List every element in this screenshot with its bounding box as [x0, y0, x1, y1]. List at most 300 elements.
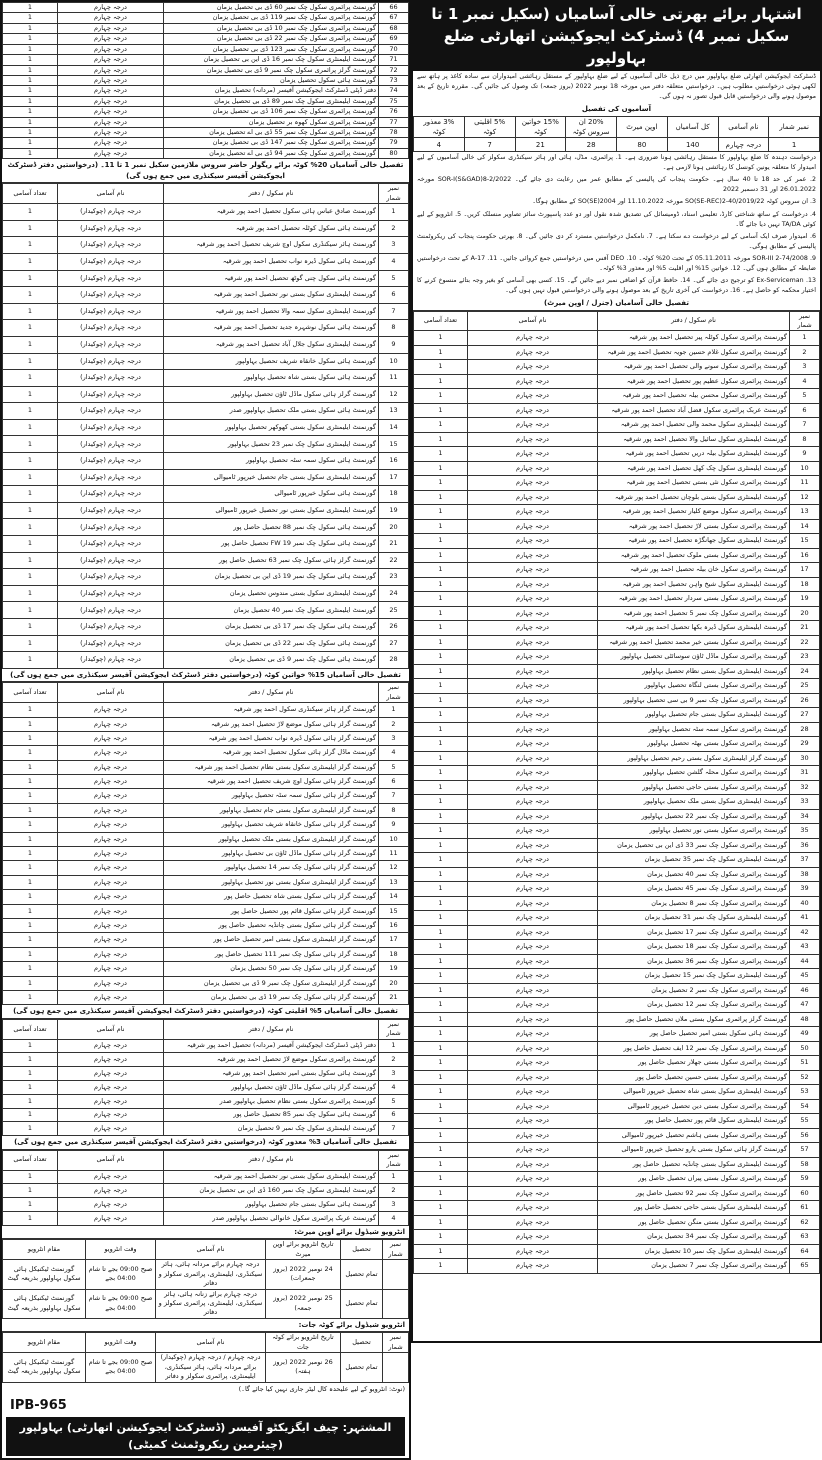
- row-number: 3: [379, 1067, 409, 1081]
- school-name: گورنمنٹ پرائمری سکول چک نمبر 5 تحصیل احمد پور شرقیہ: [598, 606, 790, 621]
- table-row: [414, 1259, 820, 1274]
- school-name: گورنمنٹ ایلیمنٹری سکول بستی کھوکھر تحصیل بہاولپور: [164, 419, 379, 436]
- post-name: درجہ چہارم (چوکیدار): [58, 386, 164, 403]
- header-row: [414, 116, 820, 137]
- post-name: درجہ چہارم: [468, 679, 598, 694]
- table-row: [3, 585, 409, 602]
- post-count: 1: [414, 1085, 468, 1100]
- right-column: [411, 0, 822, 1343]
- row-number: 1: [379, 703, 409, 717]
- post-name: درجہ چہارم: [468, 940, 598, 955]
- row-number: 18: [790, 577, 820, 592]
- summary-cell: 140: [667, 138, 718, 152]
- school-name: گورنمنٹ پرائمری سکول چک نمبر 147 ڈی بی تحصیل یزمان: [164, 138, 379, 148]
- post-count: 1: [414, 447, 468, 462]
- row-number: 16: [379, 453, 409, 470]
- school-name: گورنمنٹ پرائمری سکول بستی نور تحصیل بہاولپور: [598, 824, 790, 839]
- table-row: [3, 1094, 409, 1108]
- post-count: 1: [414, 969, 468, 984]
- row-number: 58: [790, 1157, 820, 1172]
- row-number: 63: [790, 1230, 820, 1245]
- row-number: 57: [790, 1143, 820, 1158]
- post-name: درجہ چہارم: [468, 592, 598, 607]
- post-count: 1: [3, 65, 58, 75]
- table-row: [3, 832, 409, 846]
- table-row: [414, 418, 820, 433]
- post-count: 1: [3, 270, 58, 287]
- table-row: [3, 65, 409, 75]
- post-name: درجہ چہارم: [58, 1170, 164, 1184]
- post-count: 1: [414, 374, 468, 389]
- post-count: 1: [3, 890, 58, 904]
- post-name: درجہ چہارم: [58, 933, 164, 947]
- table-row: [414, 896, 820, 911]
- post-count: 1: [3, 847, 58, 861]
- school-name: گورنمنٹ گرلز ہائی سکول ڈیرہ نواب تحصیل احمد پور شرقیہ: [164, 731, 379, 745]
- row-number: 75: [379, 96, 409, 106]
- row-number: 7: [379, 1122, 409, 1136]
- table-row: [414, 1143, 820, 1158]
- post-count: 1: [3, 436, 58, 453]
- post-count: 1: [3, 585, 58, 602]
- school-name: گورنمنٹ پرائمری سکول چک نمبر 45 تحصیل یزمان: [598, 882, 790, 897]
- quota-20-table: [2, 183, 409, 668]
- row-number: 7: [379, 303, 409, 320]
- school-name: گورنمنٹ ہائی سکول چک نمبر 22 ڈی بی تحصیل یزمان: [164, 635, 379, 652]
- table-row: [414, 679, 820, 694]
- header-row: [3, 1019, 409, 1039]
- post-name: درجہ چہارم: [58, 919, 164, 933]
- school-name: گورنمنٹ گرلز ہائی سکول چک نمبر 111 تحصیل حاصل پور: [164, 947, 379, 961]
- row-number: 29: [790, 737, 820, 752]
- table-row: [3, 303, 409, 320]
- summary-cell: 28: [566, 138, 617, 152]
- school-name: گورنمنٹ ایلیمنٹری سکول بیلہ دریں تحصیل احمد پور شرقیہ: [598, 447, 790, 462]
- post-count: 1: [3, 3, 58, 13]
- row-number: 23: [379, 569, 409, 586]
- school-name: گورنمنٹ پرائمری سکول محسن بیلہ تحصیل احمد پور شرقیہ: [598, 389, 790, 404]
- post-count: 1: [414, 563, 468, 578]
- row-number: 18: [379, 486, 409, 503]
- school-name: گورنمنٹ ایلیمنٹری سکول محمد والی تحصیل احمد پور شرقیہ: [598, 418, 790, 433]
- post-count: 1: [3, 370, 58, 387]
- row-number: 5: [379, 1094, 409, 1108]
- post-count: 1: [3, 602, 58, 619]
- post-count: 1: [414, 650, 468, 665]
- table-row: [414, 954, 820, 969]
- table-row: [414, 563, 820, 578]
- table-row: [3, 519, 409, 536]
- table-row: [414, 490, 820, 505]
- post-count: 1: [3, 861, 58, 875]
- school-name: گورنمنٹ عربک پرائمری سکول خانوالی تحصیل بہاولپور صدر: [164, 1212, 379, 1226]
- post-name: درجہ چہارم: [468, 751, 598, 766]
- school-name: گورنمنٹ ایلیمنٹری سکول چک نمبر 10 تحصیل یزمان: [598, 1244, 790, 1259]
- row-number: 64: [790, 1244, 820, 1259]
- post-count: 1: [414, 940, 468, 955]
- table-row: [3, 453, 409, 470]
- interview-date: 24 نومبر 2022 (بروز جمعرات): [266, 1260, 341, 1289]
- post-count: 1: [3, 536, 58, 553]
- post-name: درجہ چہارم: [468, 621, 598, 636]
- interview-venue: گورنمنٹ ٹیکنیکل ہائی سکول بہاولپور بذریعہ گیٹ: [3, 1260, 86, 1289]
- summary-caption: آسامیوں کی تفصیل: [581, 105, 652, 114]
- school-name: گورنمنٹ ایلیمنٹری سکول بستی نور تحصیل احمد پور شرقیہ: [164, 1170, 379, 1184]
- row-number: 10: [790, 461, 820, 476]
- table-row: [414, 940, 820, 955]
- post-name: درجہ چہارم (چوکیدار): [58, 436, 164, 453]
- table-row: [3, 320, 409, 337]
- column-header: نام سکول / دفتر: [164, 1150, 379, 1170]
- table-row: [3, 386, 409, 403]
- row-number: 70: [379, 44, 409, 54]
- row-number: 1: [379, 1039, 409, 1053]
- table-row: [3, 703, 409, 717]
- post-name: درجہ چہارم: [468, 838, 598, 853]
- row-number: 6: [790, 403, 820, 418]
- table-row: [3, 818, 409, 832]
- column-header: نمبر شمار: [379, 184, 409, 204]
- condition-paragraph: 13. Ex-Serviceman کو ترجیح دی جائے گی۔ 14. حافظ قرآن کو اضافی نمبر دیے جائیں گے۔ 15. کسی بھی آسامی کو بغیر وجہ بتائے منسوخ کرنے کا اختیار محکمہ کو حاصل ہے۔ 16. درخواست کی آخری تاریخ کے بعد موصول ہونے والی درخواستیں قبول نہیں ہوں گی۔: [417, 276, 816, 294]
- table-row: [3, 469, 409, 486]
- post-count: 1: [414, 1027, 468, 1042]
- post-count: 1: [414, 1099, 468, 1114]
- row-number: 51: [790, 1056, 820, 1071]
- school-name: گورنمنٹ پرائمری سکول کوٹلہ پیر تحصیل احمد پور شرقیہ: [598, 331, 790, 346]
- post-name: درجہ چہارم: [468, 983, 598, 998]
- row-number: 47: [790, 998, 820, 1013]
- school-name: گورنمنٹ گرلز ایلیمنٹری سکول بستی نظام تحصیل احمد پور شرقیہ: [164, 760, 379, 774]
- row-number: 46: [790, 983, 820, 998]
- school-name: گورنمنٹ پرائمری سکول بستی ہاشم تحصیل خیرپور ٹامیوالی: [598, 1128, 790, 1143]
- row-number: 14: [379, 419, 409, 436]
- post-count: 1: [3, 1094, 58, 1108]
- row-number: 10: [379, 832, 409, 846]
- post-count: 1: [3, 353, 58, 370]
- summary-table: [413, 116, 820, 152]
- post-count: 1: [414, 708, 468, 723]
- table-row: [3, 890, 409, 904]
- post-count: 1: [414, 1128, 468, 1143]
- table-row: [3, 933, 409, 947]
- school-name: گورنمنٹ گرلز پرائمری سکول چک نمبر 9 ڈی بی تحصیل یزمان: [164, 65, 379, 75]
- table-row: [414, 1201, 820, 1216]
- school-name: گورنمنٹ پرائمری سکول چک نمبر 106 ڈی بی تحصیل یزمان: [164, 107, 379, 117]
- post-name: درجہ چہارم: [58, 1094, 164, 1108]
- row-number: 17: [379, 933, 409, 947]
- post-count: 1: [3, 469, 58, 486]
- post-count: 1: [3, 789, 58, 803]
- quota-3-table: [2, 1150, 409, 1226]
- row-number: 11: [379, 847, 409, 861]
- school-name: گورنمنٹ گرلز ایلیمنٹری سکول چک نمبر 9 ڈی بی تحصیل یزمان: [164, 976, 379, 990]
- post-count: 1: [414, 882, 468, 897]
- school-name: گورنمنٹ ہائی سکول خانقاہ شریف تحصیل بہاولپور: [164, 353, 379, 370]
- table-row: [3, 138, 409, 148]
- table-row: [414, 1128, 820, 1143]
- row-number: 5: [379, 270, 409, 287]
- column-header: تعداد آسامی: [3, 184, 58, 204]
- table-row: [3, 1108, 409, 1122]
- row-number: 28: [379, 652, 409, 669]
- school-name: گورنمنٹ پرائمری سکول موضع کلیار تحصیل احمد پور شرقیہ: [598, 505, 790, 520]
- row-number: 3: [790, 360, 820, 375]
- row-number: 8: [379, 320, 409, 337]
- post-name: درجہ چہارم: [58, 760, 164, 774]
- post-name: درجہ چہارم: [468, 896, 598, 911]
- post-name: درجہ چہارم (چوکیدار): [58, 453, 164, 470]
- post-count: 1: [414, 896, 468, 911]
- row-number: 27: [790, 708, 820, 723]
- post-name: درجہ چہارم (چوکیدار): [58, 270, 164, 287]
- post-count: 1: [3, 34, 58, 44]
- post-name: درجہ چہارم: [58, 13, 164, 23]
- table-row: [3, 990, 409, 1004]
- post-count: 1: [3, 1170, 58, 1184]
- post-name: درجہ چہارم: [58, 818, 164, 832]
- table-row: [414, 1085, 820, 1100]
- row-number: 19: [790, 592, 820, 607]
- row-number: 21: [790, 621, 820, 636]
- post-count: 1: [3, 976, 58, 990]
- school-name: گورنمنٹ گرلز ہائی سکول موضع لاڑ تحصیل احمد پور شرقیہ: [164, 717, 379, 731]
- table-row: [414, 635, 820, 650]
- post-name: درجہ چہارم: [58, 23, 164, 33]
- post-name: درجہ چہارم: [58, 86, 164, 96]
- row-number: 13: [379, 875, 409, 889]
- row-number: 55: [790, 1114, 820, 1129]
- column-header: نام آسامی: [156, 1333, 266, 1353]
- post-name: درجہ چہارم: [468, 374, 598, 389]
- post-count: 1: [3, 569, 58, 586]
- post-count: 1: [3, 336, 58, 353]
- post-count: 1: [414, 577, 468, 592]
- table-row: [3, 1198, 409, 1212]
- school-name: گورنمنٹ پرائمری سکول چک نمبر 12 ایف تحصیل حاصل پور: [598, 1041, 790, 1056]
- column-header: وقت انٹرویو: [86, 1240, 156, 1260]
- school-name: گورنمنٹ پرائمری سکول چک نمبر 94 ڈی بی اے تحصیل یزمان: [164, 148, 379, 158]
- school-name: گورنمنٹ ایلیمنٹری سکول چک نمبر 15 تحصیل یزمان: [598, 969, 790, 984]
- post-count: 1: [3, 419, 58, 436]
- table-row: [3, 717, 409, 731]
- general-vacancies-table-continued: [2, 2, 409, 159]
- school-name: گورنمنٹ ایلیمنٹری سکول چک نمبر 16 ڈی این بی تحصیل یزمان: [164, 55, 379, 65]
- post-name: درجہ چہارم: [468, 1230, 598, 1245]
- school-name: گورنمنٹ ایلیمنٹری سکول بستی بلوچاں تحصیل احمد پور شرقیہ: [598, 490, 790, 505]
- post-name: درجہ چہارم (چوکیدار): [58, 253, 164, 270]
- row-number: 1: [379, 204, 409, 221]
- table-row: [414, 345, 820, 360]
- row-number: 2: [790, 345, 820, 360]
- post-name: درجہ چہارم: [468, 780, 598, 795]
- column-header: تعداد آسامی: [3, 683, 58, 703]
- row-number: 1: [790, 331, 820, 346]
- header-row: [3, 1240, 409, 1260]
- school-name: گورنمنٹ عربک پرائمری سکول فضل آباد تحصیل احمد پور شرقیہ: [598, 403, 790, 418]
- post-name: درجہ چہارم (چوکیدار): [58, 502, 164, 519]
- school-name: گورنمنٹ ایلیمنٹری سکول چک نمبر 23 تحصیل بہاولپور: [164, 436, 379, 453]
- school-name: گورنمنٹ ایلیمنٹری سکول چک نمبر 9 تحصیل یزمان: [164, 1122, 379, 1136]
- row-number: [383, 1353, 409, 1382]
- table-row: [3, 947, 409, 961]
- school-name: دفتر ڈپٹی ڈسٹرکٹ ایجوکیشن آفیسر (مردانہ) تحصیل احمد پور شرقیہ: [164, 1039, 379, 1053]
- table-row: [414, 548, 820, 563]
- table-row: [3, 336, 409, 353]
- column-header: تعداد آسامی: [414, 311, 468, 331]
- table-row: [3, 1122, 409, 1136]
- school-name: گورنمنٹ صادق عباس ہائی سکول تحصیل احمد پور شرقیہ: [164, 204, 379, 221]
- table-row: [414, 461, 820, 476]
- post-count: 1: [414, 1056, 468, 1071]
- table-row: [3, 502, 409, 519]
- table-row: [3, 3, 409, 13]
- post-name: درجہ چہارم (چوکیدار): [58, 204, 164, 221]
- post-count: 1: [3, 904, 58, 918]
- column-header: مقام انٹرویو: [3, 1240, 86, 1260]
- school-name: گورنمنٹ ایلیمنٹری سکول چک نمبر 89 ڈی بی تحصیل یزمان: [164, 96, 379, 106]
- interview-venue: گورنمنٹ ٹیکنیکل ہائی سکول بہاولپور بذریعہ گیٹ: [3, 1289, 86, 1318]
- row-number: 48: [790, 1012, 820, 1027]
- table-row: [3, 569, 409, 586]
- post-name: درجہ چہارم: [468, 345, 598, 360]
- table-row: [414, 592, 820, 607]
- table-row: [414, 737, 820, 752]
- post-count: 1: [414, 766, 468, 781]
- school-name: گورنمنٹ ایلیمنٹری سکول بستی مندوس تحصیل یزمان: [164, 585, 379, 602]
- school-name: گورنمنٹ گرلز ہائی سکول ماڈل ٹاؤن تحصیل بہاولپور: [164, 1081, 379, 1095]
- post-name: درجہ چہارم: [58, 990, 164, 1004]
- post-name: درجہ چہارم: [58, 962, 164, 976]
- school-name: گورنمنٹ ایلیمنٹری سکول بستی نور تحصیل احمد پور شرقیہ: [164, 287, 379, 304]
- school-name: گورنمنٹ ہائی سکول چک نمبر 19 ڈی این بی تحصیل یزمان: [164, 569, 379, 586]
- post-count: 1: [3, 386, 58, 403]
- row-number: 39: [790, 882, 820, 897]
- row-number: 49: [790, 1027, 820, 1042]
- post-name: درجہ چہارم: [58, 1184, 164, 1198]
- post-count: 1: [414, 476, 468, 491]
- post-count: 1: [3, 1108, 58, 1122]
- post-count: 1: [3, 1067, 58, 1081]
- post-name: درجہ چہارم: [468, 824, 598, 839]
- post-count: 1: [3, 86, 58, 96]
- post-name: درجہ چہارم (چوکیدار): [58, 652, 164, 669]
- school-name: گورنمنٹ ایلیمنٹری سکول بستی نظام تحصیل بہاولپور: [598, 664, 790, 679]
- table-row: [3, 861, 409, 875]
- condition-paragraph: درخواست دہندہ کا ضلع بہاولپور کا مستقل رہائشی ہونا ضروری ہے۔ 1. پرائمری، مڈل، ہائی اور ہائر سیکنڈری سکولز کی خالی آسامیوں کے لیے امیدوار کا متعلقہ یونین کونسل کا رہائشی ہونا لازمی ہے۔: [417, 154, 816, 172]
- post-count: 1: [414, 911, 468, 926]
- table-row: [3, 237, 409, 254]
- post-name: درجہ چہارم / درجہ چہارم (چوکیدار) برائے مردانہ ہائی، ہائر سیکنڈری، ایلیمنٹری، پرائمری سکولز و دفاتر: [156, 1353, 266, 1382]
- post-name: درجہ چہارم: [468, 548, 598, 563]
- table-row: [3, 23, 409, 33]
- row-number: 79: [379, 138, 409, 148]
- column-header: 20% ان سروس کوٹہ: [566, 116, 617, 137]
- post-name: درجہ چہارم: [58, 55, 164, 65]
- table-row: [3, 86, 409, 96]
- row-number: 42: [790, 925, 820, 940]
- tehsil: تمام تحصیل: [341, 1260, 383, 1289]
- post-name: درجہ چہارم: [58, 875, 164, 889]
- post-name: درجہ چہارم: [468, 650, 598, 665]
- quota-5-table: [2, 1019, 409, 1136]
- school-name: گورنمنٹ پرائمری سکول کھوہ بر تحصیل یزمان: [164, 117, 379, 127]
- post-name: درجہ چہارم: [58, 904, 164, 918]
- post-name: درجہ چہارم: [58, 75, 164, 85]
- post-name: درجہ چہارم: [58, 731, 164, 745]
- school-name: گورنمنٹ ایلیمنٹری سکول سمہ والا تحصیل احمد پور شرقیہ: [164, 303, 379, 320]
- row-number: 16: [379, 919, 409, 933]
- post-name: درجہ چہارم: [58, 1108, 164, 1122]
- row-number: 67: [379, 13, 409, 23]
- table-row: [3, 148, 409, 158]
- row-number: 56: [790, 1128, 820, 1143]
- row-number: [383, 1289, 409, 1318]
- section-20-percent-caption: تفصیل خالی آسامیاں 20% کوٹہ برائے ریگولر حاضر سروس ملازمین سکیل نمبر 1 تا 11۔ (درخواستیں دفتر ڈسٹرکٹ ایجوکیشن آفیسر سیکنڈری میں جمع ہوں گی): [2, 159, 409, 183]
- row-number: 41: [790, 911, 820, 926]
- column-header: نمبر شمار: [379, 1150, 409, 1170]
- table-row: [414, 867, 820, 882]
- post-name: درجہ چہارم: [468, 1056, 598, 1071]
- general-vacancies-table: [413, 311, 820, 1274]
- post-count: 1: [3, 1122, 58, 1136]
- condition-paragraph: 4. درخواست کے ساتھ شناختی کارڈ، تعلیمی اسناد، ڈومیسائل کی تصدیق شدہ نقول اور دو عدد پاسپورٹ سائز تصاویر منسلک کریں۔ 5. انٹرویو کے لیے کوئی TA/DA نہیں دیا جائے گا۔: [417, 210, 816, 228]
- table-row: [414, 447, 820, 462]
- section-3-percent-caption: تفصیل خالی آسامیاں 3% معذور کوٹہ (درخواستیں دفتر ڈسٹرکٹ ایجوکیشن آفیسر سیکنڈری میں جمع ہوں گی): [2, 1136, 409, 1150]
- post-name: درجہ چہارم (چوکیدار): [58, 552, 164, 569]
- post-name: درجہ چہارم: [468, 505, 598, 520]
- row-number: 14: [379, 890, 409, 904]
- school-name: گورنمنٹ ہائی سکول چک نمبر 9 ڈی بی تحصیل یزمان: [164, 652, 379, 669]
- row-number: 8: [379, 803, 409, 817]
- post-name: درجہ چہارم: [468, 809, 598, 824]
- row-number: 2: [379, 1053, 409, 1067]
- table-row: [414, 795, 820, 810]
- school-name: گورنمنٹ پرائمری سکول چک نمبر 36 تحصیل یزمان: [598, 954, 790, 969]
- post-name: درجہ چہارم: [468, 766, 598, 781]
- post-name: درجہ چہارم: [468, 534, 598, 549]
- post-name: درجہ چہارم (چوکیدار): [58, 320, 164, 337]
- condition-paragraph: 9. SOR-III 2-74/2008 مورخہ 05.11.2011 کے تحت 20% کوٹہ۔ 10. DEO آفس میں درخواستیں جمع کروائی جائیں۔ 11. 17-A کے تحت درخواستیں ضابطہ کے مطابق ہوں گی۔ 12. خواتین 15% اور اقلیت 5% اور معذور 3% کوٹہ۔: [417, 254, 816, 272]
- post-name: درجہ چہارم (چوکیدار): [58, 220, 164, 237]
- post-count: 1: [414, 1172, 468, 1187]
- post-count: 1: [414, 490, 468, 505]
- post-count: 1: [414, 389, 468, 404]
- row-number: 4: [379, 746, 409, 760]
- post-count: 1: [3, 703, 58, 717]
- post-count: 1: [3, 13, 58, 23]
- post-name: درجہ چہارم: [468, 998, 598, 1013]
- post-name: درجہ چہارم: [468, 606, 598, 621]
- condition-paragraph: 2. عمر کی حد 18 تا 40 سال ہے۔ حکومت پنجاب کی پالیسی کے مطابق عمر میں رعایت دی جائے گی۔ SOR-I(S&GAD)8-2/2022 مورخہ 26.01.2022 اور 31 دسمبر 2022: [417, 176, 816, 194]
- post-count: 1: [414, 838, 468, 853]
- row-number: 23: [790, 650, 820, 665]
- school-name: گورنمنٹ پرائمری سکول چک نمبر 9 بی سی تحصیل بہاولپور: [598, 693, 790, 708]
- table-row: [3, 760, 409, 774]
- row-number: 52: [790, 1070, 820, 1085]
- row-number: 80: [379, 148, 409, 158]
- table-row: [3, 1067, 409, 1081]
- post-count: 1: [3, 619, 58, 636]
- post-name: درجہ چہارم: [468, 447, 598, 462]
- school-name: گورنمنٹ پرائمری سکول بستی لاڑ تحصیل احمد پور شرقیہ: [598, 519, 790, 534]
- post-name: درجہ چہارم: [58, 703, 164, 717]
- row-number: 30: [790, 751, 820, 766]
- table-row: [414, 374, 820, 389]
- row-number: 26: [379, 619, 409, 636]
- summary-cell: 7: [464, 138, 515, 152]
- school-name: گورنمنٹ گرلز ہائی سکول چک نمبر 19 ڈی بی تحصیل یزمان: [164, 990, 379, 1004]
- table-row: [414, 1215, 820, 1230]
